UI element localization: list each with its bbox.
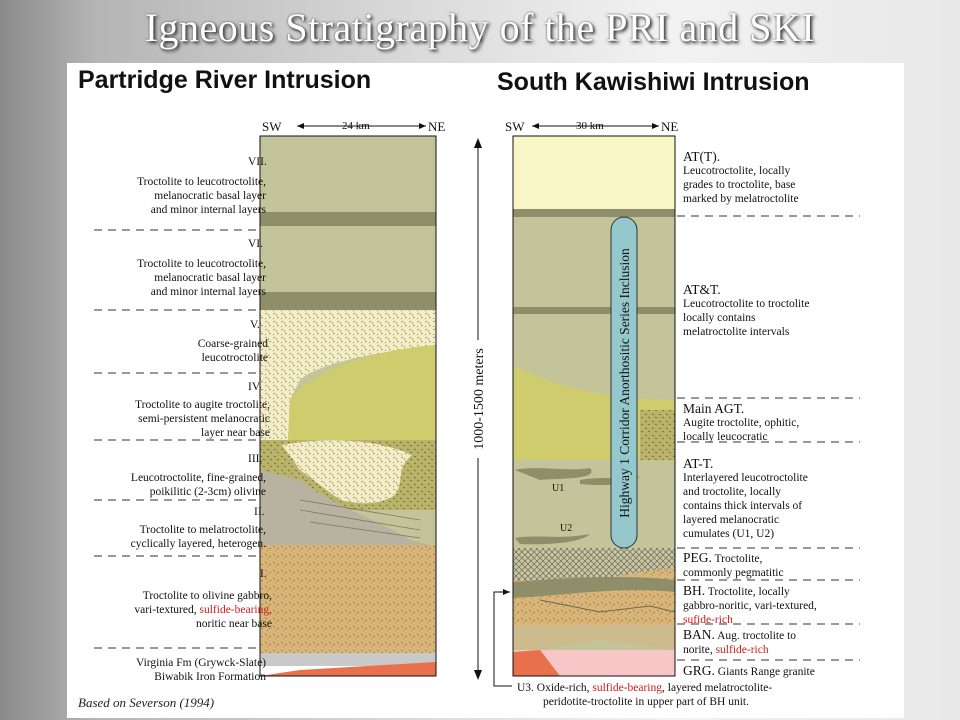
unit-v-line: Coarse-grained (197, 338, 268, 350)
unit-atandt-line: locally contains (683, 312, 756, 324)
unit-vi-line: and minor internal layers (150, 286, 266, 298)
left-ne: NE (428, 119, 446, 134)
unit-grg-name: GRG. (683, 663, 715, 678)
unit-vii-line: and minor internal layers (150, 204, 266, 216)
basement-line: Virginia Fm (Grywck-Slate) (135, 657, 266, 669)
unit-ban-sulfide: sulfide-rich (715, 644, 769, 656)
corridor-label: Highway 1 Corridor Anorthositic Series Inclusion (617, 248, 632, 518)
unit-ii-line: cyclically layered, heterogen. (130, 538, 266, 550)
unit-bh-text: Troctolite, locally (705, 586, 790, 598)
unit-vi-desc (116, 257, 266, 299)
slide-title: Igneous Stratigraphy of the PRI and SKI (144, 5, 816, 50)
unit-i-text: vari-textured, (134, 604, 200, 616)
unit-i-numeral: I. (260, 568, 267, 580)
source-credit: Based on Severson (1994) (78, 695, 215, 710)
unit-main-agt-label (683, 402, 799, 444)
unit-at-dash-t-name: AT-T. (683, 456, 714, 471)
unit-iii-desc (86, 471, 266, 499)
unit-i-line: Troctolite to olivine gabbro, (142, 590, 272, 602)
unit-atandt-name: AT&T. (683, 282, 721, 297)
unit-i-sulfide: sulfide-bearing, (199, 604, 272, 616)
u3-text: U3. Oxide-rich, (517, 682, 593, 694)
u3-line: peridotite-troctolite in upper part of BH unit. (543, 696, 749, 708)
unit-grg-text: Giants Range granite (714, 666, 815, 678)
unit-att-name: AT(T). (683, 149, 721, 164)
thickness-label: 1000-1500 meters (472, 348, 487, 450)
unit-vii-line: Troctolite to leucotroctolite, (137, 176, 266, 188)
left-column-heading: Partridge River Intrusion (78, 66, 372, 94)
unit-att-label (683, 150, 799, 206)
unit-ban-text: norite, (683, 644, 716, 656)
unit-iii-numeral: III. (248, 453, 263, 465)
unit-ban-text: Aug. troctolite to (714, 630, 797, 642)
unit-v-line: leucotroctolite (201, 352, 268, 364)
unit-vii-line: melanocratic basal layer (154, 190, 266, 202)
right-column-heading: South Kawishiwi Intrusion (497, 68, 810, 96)
unit-peg-name: PEG. (683, 550, 712, 565)
unit-grg-label (683, 664, 815, 679)
unit-v-numeral: V. (250, 319, 260, 331)
unit-iii-line: poikilitic (2-3cm) olivine (149, 486, 266, 498)
unit-att-line: Leucotroctolite, locally (683, 165, 791, 177)
unit-main-agt-line: locally leucocratic (683, 431, 768, 443)
right-ne: NE (661, 119, 679, 134)
u3-sulfide: sulfide-bearing (592, 682, 662, 694)
unit-at-dash-t-line: Interlayered leucotroctolite (683, 472, 808, 484)
unit-iv-line: layer near base (201, 427, 270, 439)
unit-at-dash-t-line: cumulates (U1, U2) (683, 528, 775, 540)
u3-label (517, 681, 772, 709)
unit-vii-desc (116, 175, 266, 217)
unit-ii-desc (86, 523, 266, 551)
unit-vii-numeral: VII. (248, 156, 267, 168)
unit-main-agt-line: Augite troctolite, ophitic, (683, 417, 800, 429)
u2-label: U2 (560, 523, 573, 534)
unit-v-desc (160, 337, 268, 365)
unit-at-t-label (683, 283, 809, 339)
unit-ban-label (683, 628, 796, 657)
unit-at-dash-t-label (683, 457, 808, 541)
unit-at-dash-t-line: contains thick intervals of (683, 500, 803, 512)
unit-i-desc (86, 589, 272, 631)
unit-iv-desc (80, 398, 270, 440)
left-column (260, 123, 436, 676)
unit-bh-name: BH. (683, 583, 706, 598)
unit-ii-line: Troctolite to melatroctolite, (139, 524, 266, 536)
unit-vi-line: Troctolite to leucotroctolite, (137, 258, 266, 270)
right-sw: SW (505, 119, 525, 134)
u1-label: U1 (552, 483, 565, 494)
left-scale: 24 km (342, 120, 370, 132)
unit-bh-sulfide: sufide-rich (683, 614, 733, 626)
unit-vi-line: melanocratic basal layer (154, 272, 266, 284)
unit-atandt-line: Leucotroctolite to troctolite (683, 298, 810, 310)
unit-bh-label (683, 584, 817, 627)
left-sw: SW (262, 119, 282, 134)
unit-ban-name: BAN. (683, 627, 715, 642)
unit-peg-label (683, 551, 784, 580)
u3-bracket (494, 589, 512, 686)
unit-vi-numeral: VI. (248, 238, 264, 250)
unit-i-line (86, 603, 272, 617)
unit-i-line: noritic near base (196, 618, 272, 630)
unit-iv-numeral: IV. (248, 381, 262, 393)
right-scale: 30 km (576, 120, 604, 132)
unit-bh-line: gabbro-noritic, vari-textured, (683, 600, 817, 612)
unit-peg-text: Troctolite, (711, 553, 763, 565)
unit-iii-line: Leucotroctolite, fine-grained, (130, 472, 266, 484)
unit-att-line: marked by melatroctolite (683, 193, 799, 205)
basement-desc (86, 656, 266, 684)
unit-atandt-line: melatroctolite intervals (683, 326, 790, 338)
u3-text: , layered melatroctolite- (662, 682, 773, 694)
unit-iv-line: Troctolite to augite troctolite, (135, 399, 270, 411)
unit-iv-line: semi-persistent melanocratic (138, 413, 270, 425)
unit-at-dash-t-line: and troctolite, locally (683, 486, 782, 498)
unit-ii-numeral: II. (254, 506, 265, 518)
right-column (513, 123, 675, 676)
unit-at-dash-t-line: layered melanocratic (683, 514, 780, 526)
unit-main-agt-name: Main AGT. (683, 401, 745, 416)
unit-peg-line: commonly pegmatitic (683, 567, 784, 579)
unit-att-line: grades to troctolite, base (683, 179, 796, 191)
basement-line: Biwabik Iron Formation (154, 671, 266, 683)
